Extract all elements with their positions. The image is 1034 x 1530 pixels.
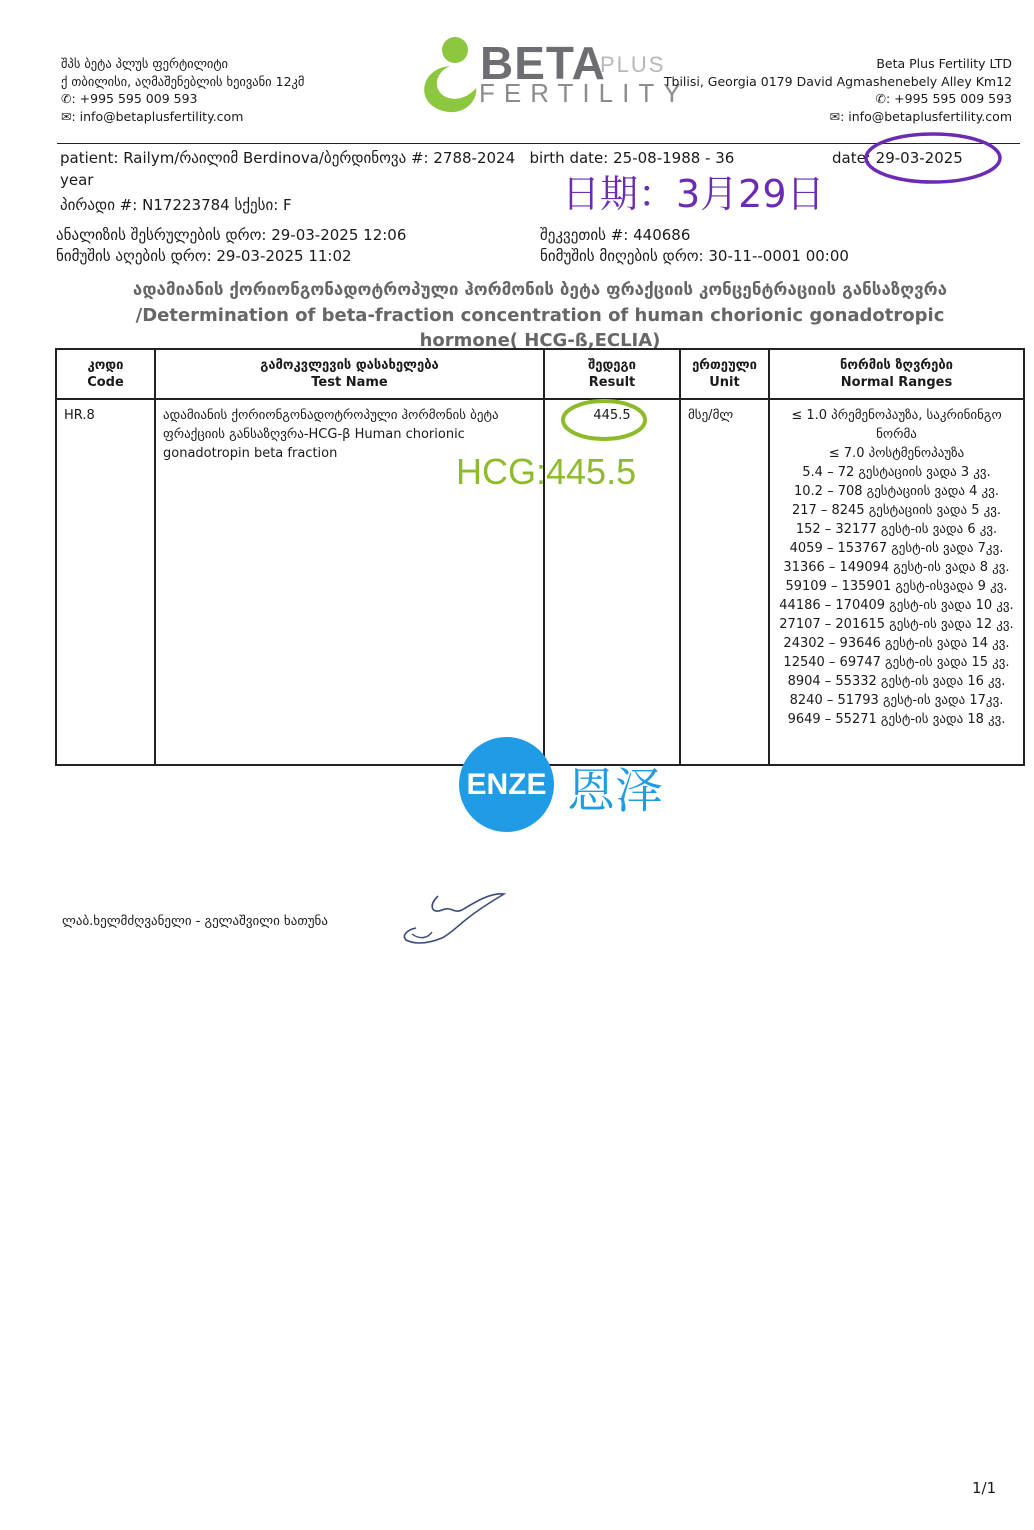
sample-time: ნიმუშის აღების დრო: 29-03-2025 11:02 [56,247,352,265]
normal-range-line: 10.2 – 708 გესტაციის ვადა 4 კვ. [794,484,999,499]
normal-range-line: 8240 – 51793 გესტ-ის ვადა 17კვ. [789,693,1004,708]
clinic-name-en: Beta Plus Fertility LTD [876,56,1012,71]
header-unit-ka: ერთეული [692,358,757,373]
result-highlight-ellipse [559,397,649,443]
row-unit: მსე/მლ [680,399,769,765]
clinic-address-en: Tbilisi, Georgia 0179 David Agmashenebely Alley Km12 [663,73,1012,89]
normal-range-line: ≤ 1.0 პრემენოპაუზა, საკრინინგო ნორმა [791,408,1002,442]
signature-icon [398,884,518,954]
header-left-contact [61,55,304,125]
clinic-email-en: ✉: info@betaplusfertility.com [829,108,1012,124]
header-normal-ranges [769,349,1024,399]
clinic-address-ka: ქ თბილისი, აღმაშენებლის ხეივანი 12კმ [61,73,305,89]
header-norm-ka: ნორმის ზღვრები [840,358,953,373]
patient-details: patient: Railym/რაილიმ Berdinova/ბერდინოვა #: 2788-2024 birth date: 25-08-1988 - 36 [60,149,735,167]
clinic-name-ka: შპს ბეტა პლუს ფერტილიტი [61,56,229,71]
normal-range-line: ≤ 7.0 პოსტმენოპაუზა [828,446,965,461]
logo-beta-text: BETA [480,37,606,89]
test-title-en-1: /Determination of beta-fraction concentration of human chorionic gonadotropic [135,305,945,326]
clinic-phone-en: ✆: +995 595 009 593 [875,91,1012,106]
logo-fertility-text: FERTILITY [479,78,690,108]
header-unit [680,349,769,399]
header-name-ka: გამოკვლევის დასახელება [260,358,439,373]
normal-range-line: 44186 – 170409 გესტ-ის ვადა 10 კვ. [779,598,1014,613]
header-test-name [155,349,544,399]
date-value: 29-03-2025 [875,149,963,167]
normal-range-line: 217 – 8245 გესტაციის ვადა 5 კვ. [791,503,1002,518]
clinic-phone-ka: ✆: +995 595 009 593 [61,91,198,106]
normal-range-line: 24302 – 93646 გესტ-ის ვადა 14 კვ. [783,636,1010,651]
row-test-name: ადამიანის ქორიონგონადოტროპული ჰორმონის ბეტა ფრაქციის განსაზღვრა-HCG-β Human chorionic gonadotropin beta fraction [155,399,544,765]
normal-range-line: 8904 – 55332 გესტ-ის ვადა 16 კვ. [787,674,1006,689]
normal-range-line: 4059 – 153767 გესტ-ის ვადა 7კვ. [789,541,1004,556]
header-result-en: Result [588,375,636,390]
receive-time: ნიმუშის მიღების დრო: 30-11--0001 00:00 [540,247,849,265]
header-result [544,349,680,399]
normal-range-line: 12540 – 69747 გესტ-ის ვადა 15 კვ. [783,655,1010,670]
normal-range-line: 59109 – 135901 გესტ-ისვადა 9 კვ. [785,579,1008,594]
row-result: 445.5 [544,399,680,765]
header-norm-en: Normal Ranges [840,375,953,390]
header-right-contact [664,55,1012,125]
table-header-row [56,349,1024,399]
date-highlight-ellipse [862,130,1004,186]
logo-plus-text: PLUS [600,52,666,77]
hcg-annotation: HCG:445.5 [456,451,637,492]
header-result-ka: შედეგი [588,358,636,373]
date-label: date: [832,149,871,167]
test-title [56,278,1024,353]
order-number: შეკვეთის #: 440686 [540,226,691,244]
results-table [55,348,1025,766]
header-unit-en: Unit [709,375,740,390]
row-code: HR.8 [56,399,155,765]
lab-head-label: ლაბ.ხელმძღვანელი - გელაშვილი ხათუნა [62,914,328,929]
watermark-text: 恩泽 [567,763,664,819]
watermark-badge: ENZE [459,737,554,832]
normal-range-line: 9649 – 55271 გესტ-ის ვადა 18 კვ. [787,712,1006,727]
normal-range-line: 31366 – 149094 გესტ-ის ვადა 8 კვ. [783,560,1010,575]
row-normal-ranges [769,399,1024,765]
personal-id-sex: პირადი #: N17223784 სქესი: F [60,196,292,214]
normal-range-line: 5.4 – 72 გესტაციის ვადა 3 კვ. [802,465,991,480]
test-title-en-2: hormone( HCG-ß,ECLIA) [419,330,661,351]
clinic-email-ka: ✉: info@betaplusfertility.com [61,108,244,124]
page-number: 1/1 [972,1479,997,1497]
normal-range-line: 152 – 32177 გესტ-ის ვადა 6 კვ. [795,522,998,537]
date-annotation: 日期：3月29日 [562,172,825,216]
header-code-ka: კოდი [87,358,124,373]
patient-age-unit: year [60,171,94,189]
normal-range-line: 27107 – 201615 გესტ-ის ვადა 12 კვ. [779,617,1014,632]
test-title-ka: ადამიანის ქორიონგონადოტროპული ჰორმონის ბეტა ფრაქციის კონცენტრაციის განსაზღვრა [132,280,948,300]
header-code [56,349,155,399]
analysis-time: ანალიზის შესრულების დრო: 29-03-2025 12:06 [56,226,407,244]
header-name-en: Test Name [311,375,388,390]
header-code-en: Code [87,375,124,390]
